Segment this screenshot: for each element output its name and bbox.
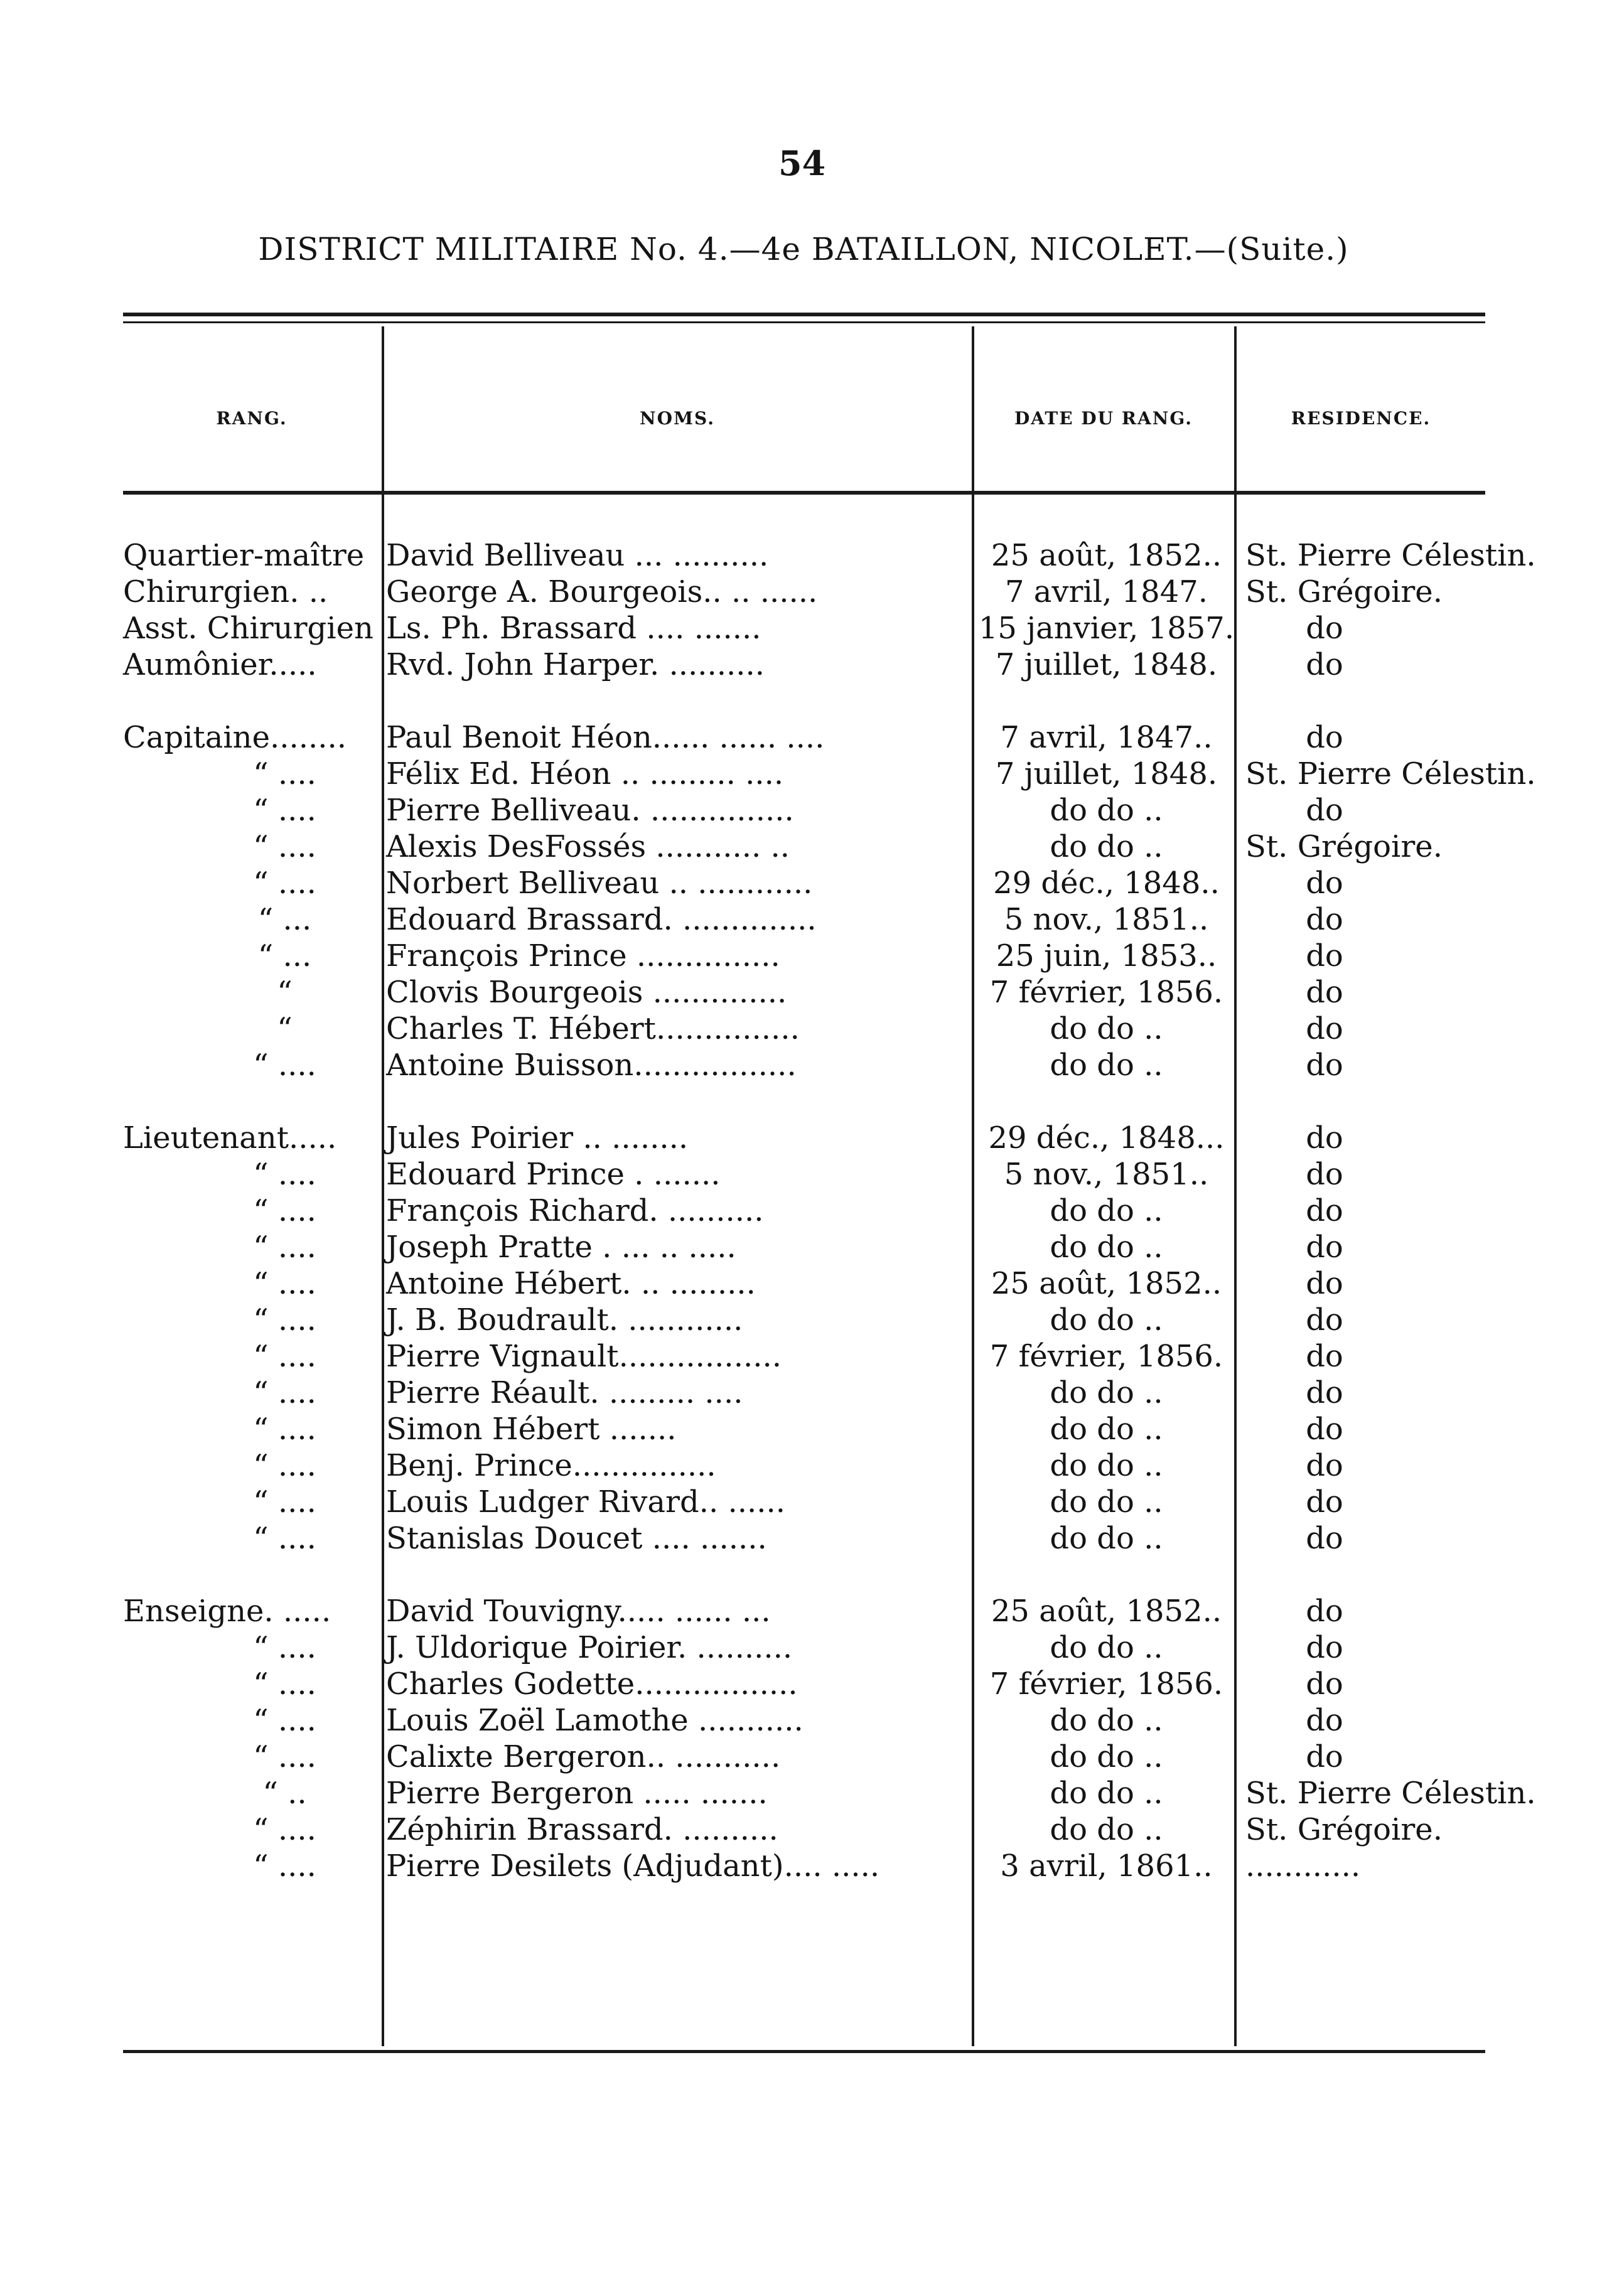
table-row [123,1702,1494,1739]
residence-cell: do [1306,1448,1343,1483]
date-cell: 15 janvier, 1857. [978,611,1235,646]
residence-cell: St. Grégoire. [1245,829,1443,864]
date-cell: do do .. [1050,1776,1163,1811]
rank-cell: “ .... [253,1230,316,1265]
date-cell: 7 avril, 1847. [1004,574,1208,609]
date-cell: 29 déc., 1848... [988,1120,1225,1156]
top-rule-thin [123,321,1485,323]
name-cell: Benj. Prince............... [386,1448,716,1483]
table-row [123,1593,1494,1629]
residence-cell: do [1306,1412,1343,1447]
table-row [123,574,1494,610]
name-cell: Rvd. John Harper. .......... [386,647,765,682]
name-cell: Louis Zoël Lamothe ........... [386,1703,804,1738]
name-cell: Pierre Réault. ......... .... [386,1375,743,1410]
date-cell: 7 février, 1856. [989,1339,1223,1374]
date-cell: do do .. [1050,1448,1163,1483]
table-row [123,1375,1494,1411]
table-row [123,901,1494,938]
rank-cell: “ .... [253,793,316,828]
name-cell: Pierre Vignault................. [386,1339,782,1374]
table-row [123,1666,1494,1702]
rank-cell: “ .... [253,1521,316,1556]
date-cell: do do .. [1050,793,1163,828]
residence-cell: do [1306,1266,1343,1301]
residence-cell: do [1306,793,1343,828]
rank-cell: “ ... [257,938,312,974]
residence-cell: St. Pierre Célestin. [1245,1776,1536,1811]
residence-cell: do [1306,938,1343,974]
rank-cell: “ .... [253,1812,316,1847]
name-cell: Pierre Desilets (Adjudant).... ..... [386,1848,880,1884]
name-cell: Joseph Pratte . ... .. ..... [386,1230,736,1265]
date-cell: 7 juillet, 1848. [995,647,1218,682]
table-row [123,1848,1494,1884]
rank-cell: “ [277,975,293,1010]
table-row [123,829,1494,865]
rank-cell: “ .... [253,1048,316,1083]
header-rule [123,491,1485,495]
name-cell: Jules Poirier .. ........ [386,1120,689,1156]
residence-cell: do [1306,611,1343,646]
rank-cell: “ .... [253,1266,316,1301]
table-row [123,646,1494,683]
name-cell: Alexis DesFossés ........... .. [386,829,790,864]
page-title: DISTRICT MILITAIRE No. 4.—4e BATAILLON, NICOLET.—(Suite.) [258,231,1349,267]
rank-cell: Asst. Chirurgien [123,611,374,646]
table-row [123,792,1494,829]
rank-cell: “ .... [253,1630,316,1665]
residence-cell: do [1306,1594,1343,1629]
name-cell: Simon Hébert ....... [386,1412,677,1447]
residence-cell: St. Grégoire. [1245,1812,1443,1847]
name-cell: Pierre Belliveau. ............... [386,793,794,828]
table-row [123,1302,1494,1338]
table-row [123,1447,1494,1484]
name-cell: Clovis Bourgeois .............. [386,975,787,1010]
table-row [123,1193,1494,1229]
residence-cell: do [1306,866,1343,901]
rank-cell: “ .... [253,1484,316,1520]
rank-cell: “ .... [253,1412,316,1447]
table-row [123,1775,1494,1811]
date-cell: do do .. [1050,1812,1163,1847]
name-cell: George A. Bourgeois.. .. ...... [386,574,818,609]
name-cell: Félix Ed. Héon .. ......... .... [386,756,784,791]
table-row [123,1156,1494,1193]
residence-cell: do [1306,975,1343,1010]
residence-cell: do [1306,1703,1343,1738]
name-cell: François Richard. .......... [386,1193,764,1228]
name-cell: Edouard Prince . ....... [386,1157,721,1192]
residence-cell: do [1306,647,1343,682]
date-cell: do do .. [1050,829,1163,864]
table-row [123,865,1494,901]
residence-cell: do [1306,902,1343,937]
date-cell: do do .. [1050,1302,1163,1338]
table-row [123,1265,1494,1302]
column-header-date: DATE DU RANG. [1014,408,1193,429]
table-row [123,1520,1494,1557]
residence-cell: do [1306,1739,1343,1774]
date-cell: 7 février, 1856. [989,975,1223,1010]
name-cell: Ls. Ph. Brassard .... ....... [386,611,761,646]
name-cell: Edouard Brassard. .............. [386,902,817,937]
date-cell: 7 avril, 1847.. [1000,720,1213,755]
date-cell: do do .. [1050,1011,1163,1046]
rank-cell: “ .... [253,1302,316,1338]
rank-cell: “ .... [253,866,316,901]
table-row [123,1739,1494,1775]
rank-cell: Capitaine........ [123,720,347,755]
name-cell: David Belliveau ... .......... [386,538,769,573]
rank-cell: “ ... [257,902,312,937]
officers-table [123,537,1536,1884]
bottom-rule [123,2050,1485,2053]
rank-cell: “ .... [253,1448,316,1483]
rank-cell: Aumônier..... [123,647,317,682]
date-cell: 7 février, 1856. [989,1666,1223,1702]
table-row [123,1229,1494,1265]
date-cell: 29 déc., 1848.. [993,866,1220,901]
date-cell: 25 août, 1852.. [991,538,1222,573]
name-cell: J. Uldorique Poirier. .......... [386,1630,793,1665]
name-cell: Antoine Hébert. .. ......... [386,1266,756,1301]
date-cell: 25 août, 1852.. [991,1594,1222,1629]
table-row [123,938,1494,974]
residence-cell: do [1306,1230,1343,1265]
date-cell: 7 juillet, 1848. [995,756,1218,791]
residence-cell: St. Pierre Célestin. [1245,756,1536,791]
name-cell: Charles Godette................. [386,1666,798,1702]
date-cell: do do .. [1050,1230,1163,1265]
name-cell: Stanislas Doucet .... ....... [386,1521,767,1556]
section-gap [123,1083,1494,1120]
name-cell: Charles T. Hébert............... [386,1011,800,1046]
name-cell: Louis Ludger Rivard.. ...... [386,1484,785,1520]
column-header-rank: RANG. [216,408,288,429]
residence-cell: do [1306,1048,1343,1083]
rank-cell: “ .... [253,1703,316,1738]
table-row [123,537,1494,574]
name-cell: Calixte Bergeron.. ........... [386,1739,781,1774]
column-header-residence: RESIDENCE. [1291,408,1431,429]
date-cell: do do .. [1050,1193,1163,1228]
section-gap [123,1557,1494,1593]
date-cell: do do .. [1050,1703,1163,1738]
date-cell: 5 nov., 1851.. [1004,1157,1209,1192]
table-row [123,974,1494,1011]
name-cell: Zéphirin Brassard. .......... [386,1812,778,1847]
date-cell: do do .. [1050,1739,1163,1774]
residence-cell: St. Pierre Célestin. [1245,538,1536,573]
name-cell: Antoine Buisson................. [386,1048,797,1083]
name-cell: Norbert Belliveau .. ............ [386,866,813,901]
date-cell: do do .. [1050,1375,1163,1410]
residence-cell: do [1306,1521,1343,1556]
residence-cell: do [1306,1011,1343,1046]
rank-cell: “ .... [253,829,316,864]
rank-cell: “ .... [253,1739,316,1774]
residence-cell: do [1306,1630,1343,1665]
rank-cell: “ .... [253,1157,316,1192]
section-gap [123,683,1494,719]
rank-cell: Quartier-maître [123,538,365,573]
rank-cell: “ .. [262,1776,307,1811]
date-cell: do do .. [1050,1521,1163,1556]
residence-cell: ............ [1245,1848,1361,1884]
name-cell: Pierre Bergeron ..... ....... [386,1776,768,1811]
page-number: 54 [778,143,826,183]
date-cell: do do .. [1050,1412,1163,1447]
name-cell: Paul Benoit Héon...... ...... .... [386,720,825,755]
residence-cell: do [1306,1193,1343,1228]
date-cell: do do .. [1050,1484,1163,1520]
table-row [123,1484,1494,1520]
rank-cell: “ .... [253,1193,316,1228]
residence-cell: do [1306,1375,1343,1410]
top-rule [123,313,1485,316]
date-cell: 25 juin, 1853.. [996,938,1217,974]
rank-cell: “ [277,1011,293,1046]
table-row [123,756,1494,792]
table-row [123,1120,1494,1156]
residence-cell: do [1306,720,1343,755]
rank-cell: Chirurgien. .. [123,574,328,609]
date-cell: do do .. [1050,1630,1163,1665]
date-cell: 5 nov., 1851.. [1004,902,1209,937]
table-row [123,719,1494,756]
residence-cell: do [1306,1484,1343,1520]
residence-cell: do [1306,1339,1343,1374]
table-row [123,610,1494,646]
residence-cell: do [1306,1302,1343,1338]
table-row [123,1411,1494,1447]
rank-cell: “ .... [253,1339,316,1374]
rank-cell: Lieutenant..... [123,1120,337,1156]
rank-cell: “ .... [253,1666,316,1702]
rank-cell: “ .... [253,1848,316,1884]
date-cell: 25 août, 1852.. [991,1266,1222,1301]
rank-cell: Enseigne. ..... [123,1594,331,1629]
residence-cell: St. Grégoire. [1245,574,1443,609]
column-header-names: NOMS. [640,408,715,429]
table-row [123,1338,1494,1375]
name-cell: François Prince ............... [386,938,780,974]
table-row [123,1811,1494,1848]
residence-cell: do [1306,1666,1343,1702]
residence-cell: do [1306,1120,1343,1156]
rank-cell: “ .... [253,756,316,791]
rank-cell: “ .... [253,1375,316,1410]
table-row [123,1011,1494,1047]
name-cell: J. B. Boudrault. ............ [386,1302,743,1338]
date-cell: do do .. [1050,1048,1163,1083]
table-row [123,1629,1494,1666]
residence-cell: do [1306,1157,1343,1192]
date-cell: 3 avril, 1861.. [1000,1848,1213,1884]
table-row [123,1047,1494,1083]
name-cell: David Touvigny..... ...... ... [386,1594,771,1629]
